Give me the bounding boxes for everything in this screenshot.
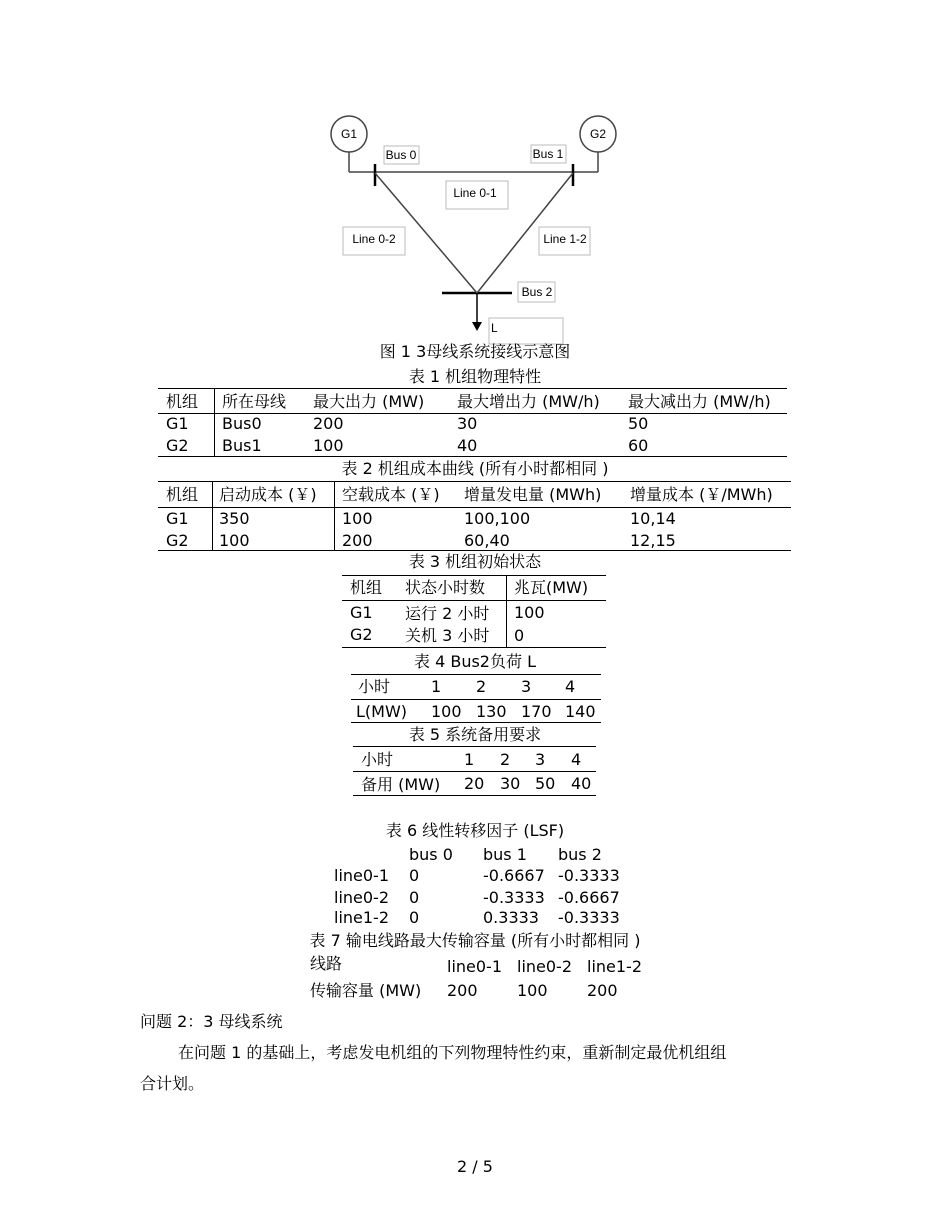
table6-cell: -0.3333 — [558, 908, 620, 927]
table3-header: 机组 — [350, 578, 383, 597]
table4-header: 3 — [521, 677, 532, 696]
table2-cell: G1 — [166, 509, 189, 528]
page-number: 2 / 5 — [457, 1157, 493, 1176]
table1-header: 最大减出力 (MW/h) — [628, 392, 771, 411]
table2-header: 启动成本 (￥) — [219, 485, 317, 504]
table2-header: 增量成本 (￥/MWh) — [630, 485, 773, 504]
table5-cell: 20 — [464, 774, 485, 793]
table7-header: line0-2 — [517, 957, 573, 976]
table1-header: 所在母线 — [222, 392, 287, 411]
load-label: L — [491, 321, 498, 335]
table3-cell: 100 — [514, 603, 545, 622]
section-heading: 问题 2：3 母线系统 — [140, 1012, 283, 1031]
table2-cell: 10,14 — [630, 509, 676, 528]
bus-diagram — [0, 0, 950, 345]
table1-caption: 表 1 机组物理特性 — [408, 367, 542, 386]
table1-cell: 60 — [628, 436, 649, 455]
table7-header: line0-1 — [447, 957, 503, 976]
table4-header: 4 — [565, 677, 576, 696]
table6-cell: 0.3333 — [483, 908, 539, 927]
table2-cell: 350 — [219, 509, 250, 528]
table7-cell: 200 — [447, 981, 478, 1000]
table3-cell: 关机 3 小时 — [405, 626, 490, 645]
table1-cell: 100 — [313, 436, 344, 455]
table1-header: 机组 — [166, 392, 199, 411]
table1-cell: Bus0 — [222, 414, 262, 433]
table6-cell: -0.3333 — [558, 866, 620, 885]
table2-cell: 100 — [342, 509, 373, 528]
load-arrow — [472, 322, 482, 331]
table3-header: 状态小时数 — [405, 578, 486, 597]
line12-label: Line 1-2 — [543, 232, 587, 246]
table4-cell: 170 — [521, 702, 552, 721]
table7-caption: 表 7 输电线路最大传输容量 (所有小时都相同 ) — [309, 931, 641, 950]
table6-caption: 表 6 线性转移因子 (LSF) — [385, 821, 565, 840]
figure-caption: 图 1 3母线系统接线示意图 — [379, 342, 571, 361]
table2-cell: 12,15 — [630, 531, 676, 550]
table5-header: 1 — [464, 750, 475, 769]
table2-caption: 表 2 机组成本曲线 (所有小时都相同 ) — [341, 459, 609, 478]
table2-header: 空载成本 (￥) — [342, 485, 440, 504]
table7-cell: 传输容量 (MW) — [310, 981, 422, 1000]
table3-cell: G1 — [350, 603, 373, 622]
table7-header: 线路 — [310, 954, 343, 973]
table4-cell: 100 — [431, 702, 462, 721]
table6-cell: -0.6667 — [558, 888, 620, 907]
bus1-label: Bus 1 — [532, 147, 564, 161]
paragraph-line: 合计划。 — [140, 1074, 205, 1093]
table4-header: 1 — [431, 677, 442, 696]
table3-cell: 运行 2 小时 — [405, 604, 490, 623]
table5-cell: 30 — [500, 774, 521, 793]
table2-header: 机组 — [166, 485, 199, 504]
table6-cell: 0 — [409, 888, 420, 907]
table1-header: 最大增出力 (MW/h) — [457, 392, 600, 411]
line01-label: Line 0-1 — [453, 186, 497, 200]
table3-caption: 表 3 机组初始状态 — [408, 552, 542, 571]
table1-cell: 50 — [628, 414, 649, 433]
table5-header: 3 — [535, 750, 546, 769]
table1-cell: 200 — [313, 414, 344, 433]
table6-cell: -0.3333 — [483, 888, 545, 907]
table6-header: bus 2 — [558, 845, 602, 864]
table6-cell: line1-2 — [334, 908, 390, 927]
table6-cell: 0 — [409, 908, 420, 927]
bus0-label: Bus 0 — [385, 148, 417, 162]
table7-cell: 100 — [517, 981, 548, 1000]
table6-header: bus 1 — [483, 845, 527, 864]
bus2-label: Bus 2 — [521, 285, 553, 299]
table1-cell: G1 — [166, 414, 189, 433]
table1-cell: 40 — [457, 436, 478, 455]
table6-cell: 0 — [409, 866, 420, 885]
table3-cell: G2 — [350, 625, 373, 644]
table5-header: 2 — [500, 750, 511, 769]
table4-header: 小时 — [358, 677, 391, 696]
table4-cell: 130 — [476, 702, 507, 721]
table1-cell: G2 — [166, 436, 189, 455]
table5-caption: 表 5 系统备用要求 — [408, 725, 542, 744]
table4-header: 2 — [476, 677, 487, 696]
table5-cell: 50 — [535, 774, 556, 793]
table2-cell: 100 — [219, 531, 250, 550]
table3-cell: 0 — [514, 626, 525, 645]
table2-header: 增量发电量 (MWh) — [464, 485, 602, 504]
table1-header: 最大出力 (MW) — [313, 392, 425, 411]
generator-g2-label: G2 — [589, 127, 607, 141]
table5-header: 小时 — [361, 750, 394, 769]
table7-header: line1-2 — [587, 957, 643, 976]
table7-cell: 200 — [587, 981, 618, 1000]
table4-cell: L(MW) — [356, 702, 408, 721]
table2-cell: 200 — [342, 531, 373, 550]
table4-cell: 140 — [565, 702, 596, 721]
paragraph-line: 在问题 1 的基础上，考虑发电机组的下列物理特性约束，重新制定最优机组组 — [178, 1043, 727, 1062]
table4-caption: 表 4 Bus2负荷 L — [414, 652, 536, 671]
table5-cell: 备用 (MW) — [361, 775, 441, 794]
table2-cell: 100,100 — [464, 509, 531, 528]
table5-cell: 40 — [571, 774, 592, 793]
table2-cell: G2 — [166, 531, 189, 550]
generator-g1-label: G1 — [340, 127, 358, 141]
table6-cell: line0-2 — [334, 888, 390, 907]
table1-cell: 30 — [457, 414, 478, 433]
table6-cell: line0-1 — [334, 866, 390, 885]
table2-cell: 60,40 — [464, 531, 510, 550]
table3-header: 兆瓦(MW) — [514, 578, 589, 597]
table6-cell: -0.6667 — [483, 866, 545, 885]
table5-header: 4 — [571, 750, 582, 769]
table1-cell: Bus1 — [222, 436, 262, 455]
line02-label: Line 0-2 — [352, 232, 396, 246]
table6-header: bus 0 — [409, 845, 453, 864]
